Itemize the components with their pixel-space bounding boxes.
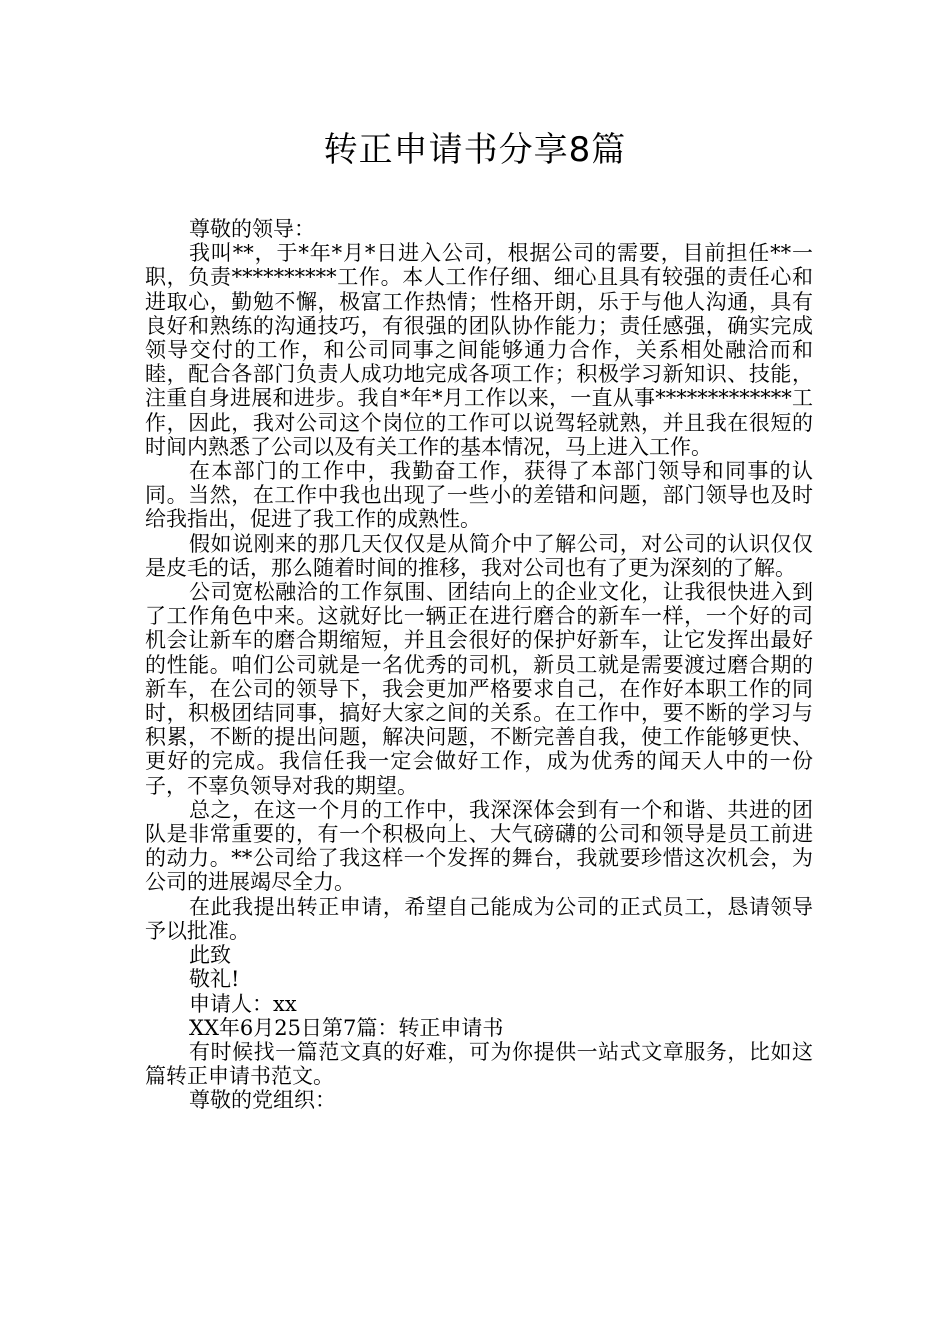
salutation-party: 尊敬的党组织：: [189, 1088, 336, 1113]
salutation: 尊敬的领导：: [189, 217, 315, 241]
document-title: 转正申请书分享8篇: [323, 130, 627, 170]
document-body: [145, 217, 813, 1113]
paragraph-understanding: 假如说刚来的那几天仅仅是从简介中了解公司，对公司的认识仅仅是皮毛的话，那么随着时间的推移，我对公司也有了更为深刻的了解。: [145, 531, 813, 580]
paragraph-request: 在此我提出转正申请，希望自己能成为公司的正式员工，恳请领导予以批准。: [145, 894, 813, 943]
paragraph-sample-intro: 有时候找一篇范文真的好难，可为你提供一站式文章服务，比如这篇转正申请书范文。: [145, 1039, 813, 1089]
paragraph-summary: 总之，在这一个月的工作中，我深深体会到有一个和谐、共进的团队是非常重要的，有一个积极向上、大气磅礴的公司和领导是员工前进的动力。**公司给了我这样一个发挥的舞台，我就要珍惜这次机会，为公司的进展竭尽全力。: [145, 797, 813, 895]
applicant-line: 申请人：xx: [189, 991, 297, 1016]
date-and-next-title: XX年6月25日第7篇：转正申请书: [189, 1015, 504, 1040]
closing-line: 此致: [189, 943, 231, 968]
paragraph-intro: 我叫**，于*年*月*日进入公司，根据公司的需要，目前担任**一职，负责**********工作。本人工作仔细、细心且具有较强的责任心和进取心，勤勉不懈，极富工作热情；性格开朗，乐于与他人沟通，具有良好和熟练的沟通技巧，有很强的团队协作能力；责任感强，确实完成领导交付的工作，和公司同事之间能够通力合作，关系相处融洽而和睦，配合各部门负责人成功地完成各项工作；积极学习新知识、技能，注重自身进展和进步。我自*年*月工作以来，一直从事*************工作，因此，我对公司这个岗位的工作可以说驾轻就熟，并且我在很短的时间内熟悉了公司以及有关工作的基本情况，马上进入工作。: [145, 241, 813, 459]
closing-salute: 敬礼!: [189, 967, 240, 992]
paragraph-department: 在本部门的工作中，我勤奋工作，获得了本部门领导和同事的认同。当然，在工作中我也出现了一些小的差错和问题，部门领导也及时给我指出，促进了我工作的成熟性。: [145, 459, 813, 532]
paragraph-culture: 公司宽松融洽的工作氛围、团结向上的企业文化，让我很快进入到了工作角色中来。这就好比一辆正在进行磨合的新车一样，一个好的司机会让新车的磨合期缩短，并且会很好的保护好新车，让它发挥出最好的性能。咱们公司就是一名优秀的司机，新员工就是需要渡过磨合期的新车，在公司的领导下，我会更加严格要求自己，在作好本职工作的同时，积极团结同事，搞好大家之间的关系。在工作中，要不断的学习与积累，不断的提出问题，解决问题，不断完善自我，使工作能够更快、更好的完成。我信任我一定会做好工作，成为优秀的闻天人中的一份子，不辜负领导对我的期望。: [145, 580, 813, 798]
